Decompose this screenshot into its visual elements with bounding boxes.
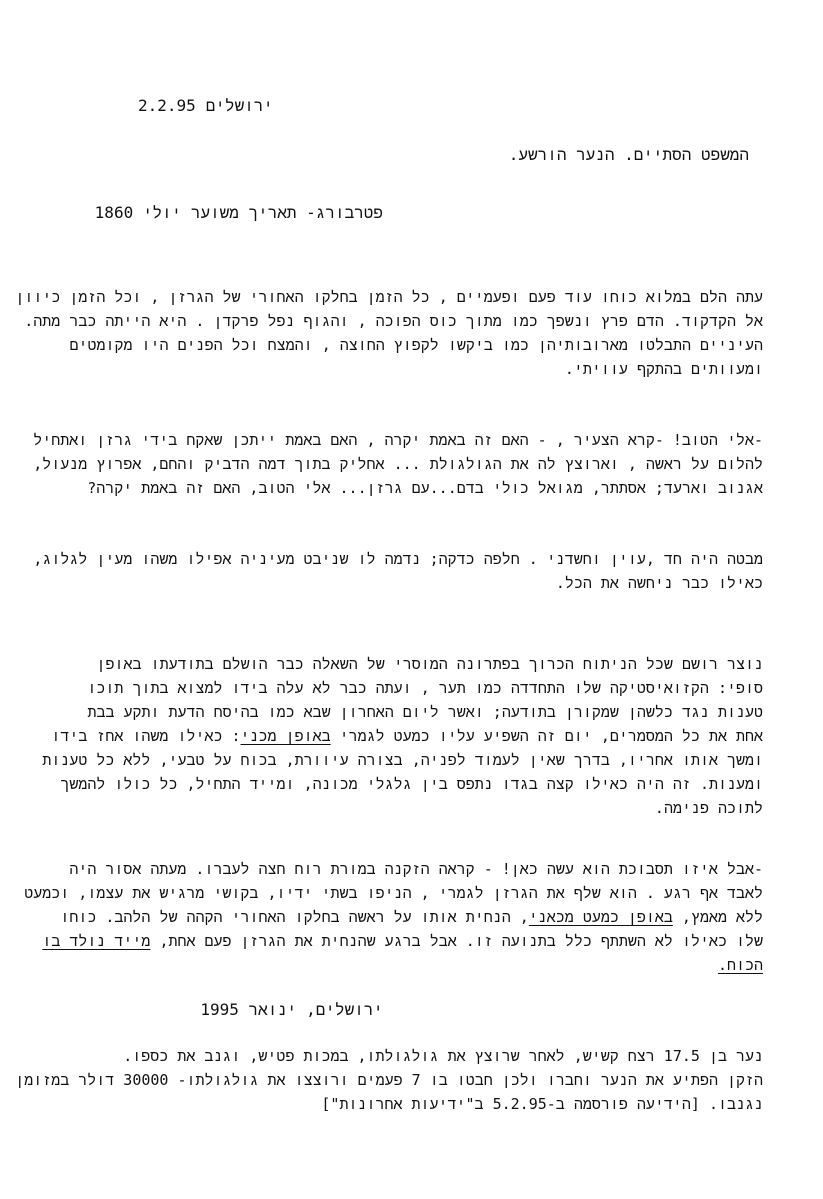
text-line: נער בן 17.5 רצח קשיש, לאחר שרוצץ את גולגולתו, במכות פטיש, וגנב את כספו. (123, 1047, 763, 1065)
underlined-phrase: באופן כמעט מכאני (528, 908, 673, 926)
text-line: נגנבו. [הידיעה פורסמה ב-5.2.95 ב"ידיעות אחרונות"] (321, 1095, 763, 1113)
text-line: נוצר רושם שכל הניתוח הכרוך בפתרונה המוסרי של השאלה כבר הושלם בתודעתו באופן (96, 655, 763, 673)
text-line (24, 905, 763, 929)
text-line: אגנוב וארעד; אסתתר, מגואל כולי בדם...עם גרזן... אלי הטוב, האם זה באמת יקרה? (87, 479, 763, 497)
paragraph-4 (42, 652, 763, 820)
text-line: עתה הלם במלוא כוחו עוד פעם ופעמיים , כל הזמן בחלקו האחורי של הגרזן , וכל הזמן כיוון (15, 288, 763, 306)
text-line: ומשך אותו אחריו, בדרך שאין לעמוד לפניה, בצורה עיוורת, בכוח על טבעי, ללא כל טענות (42, 751, 763, 769)
text-line: העיניים התבלטו מארובותיהן כמו ביקשו לקפוץ החוצה , והמצח וכל הפנים היו מקומטים (69, 336, 763, 354)
text-line (42, 724, 763, 748)
text-run: , הנחית אותו על ראשה בחלקו האחורי הקהה של הלהב. כוחו (60, 908, 529, 926)
text-line: מבטה היה חד ,עוין וחשדני . חלפה כדקה; נדמה לו שניבט מעיניה אפילו משהו מעין לגלוג, (33, 550, 763, 568)
text-line: לתוכה פנימה. (654, 799, 763, 817)
footer-place-date: ירושלים, ינואר 1995 (200, 1000, 383, 1019)
document-subtitle: פטרבורג- תאריך משוער יולי 1860 (94, 203, 383, 222)
header-date: 2.2.95 (138, 96, 196, 115)
text-line: אל הקדקוד. הדם פרץ ונשפך כמו מתוך כוס הפוכה , והגוף נפל פרקדן . היא הייתה כבר מתה. (24, 312, 763, 330)
paragraph-3 (33, 547, 763, 595)
text-run: שלו כאילו לא השתתף כלל בתנועה זו. אבל ברגע שהנחית את הגרזן פעם אחת, (159, 932, 763, 950)
footer-news-note (15, 1044, 763, 1116)
underlined-phrase: הכוח. (717, 956, 763, 974)
text-run: ללא מאמץ, (681, 908, 763, 926)
text-run: : כאילו משהו אחז בידו (51, 727, 241, 745)
text-line: -אלי הטוב! -קרא הצעיר , - האם זה באמת יקרה , האם באמת ייתכן שאקח בידי גרזן ואתחיל (33, 431, 763, 449)
text-line: סופי: הקזואיסטיקה שלו התחדדה כמו תער , ועתה כבר לא עלה בידו למצוא בתוך תוכו (87, 679, 763, 697)
text-line: כאילו כבר ניחשה את הכל. (555, 574, 763, 592)
paragraph-1 (15, 285, 763, 381)
text-line: ומעוותים בהתקף עוויתי. (564, 360, 763, 378)
text-line: להלום על ראשה , וארוצץ לה את הגולגולת ... אחליק בתוך דמה הדביק והחם, אפרוץ מנעול, (33, 455, 763, 473)
text-line: טענות נגד כלשהן שמקורן בתודעה; ואשר ליום האחרון שבא כמו בהיסח הדעת ותקע בבת (87, 703, 763, 721)
text-line: -אבל איזו תסבוכת הוא עשה כאן! - קראה הזקנה במורת רוח חצה לעברו. מעתה אסור היה (69, 860, 763, 878)
underlined-phrase: באופן מכני (240, 727, 331, 745)
underlined-phrase: מייד נולד בו (42, 932, 151, 950)
paragraph-2 (33, 428, 763, 500)
text-run: אחת את כל המסמרים, יום זה השפיע עליו כמעט לגמרי (339, 727, 763, 745)
text-line: הזקן הפתיע את הנער וחברו ולכן חבטו בו 7 פעמים ורוצצו את גולגולתו- 30000 דולר במזומן (15, 1071, 763, 1089)
header-place: ירושלים (205, 96, 273, 115)
text-line (24, 929, 763, 953)
text-line: לאבד אף רגע . הוא שלף את הגרזן לגמרי , הניפו בשתי ידיו, בקושי מרגיש את עצמו, וכמעט (24, 884, 763, 902)
paragraph-5 (24, 857, 763, 977)
text-line: ומענות. זה היה כאילו קצה בגדו נתפס בין גלגלי מכונה, ומייד התחיל, כל כולו להמשך (60, 775, 763, 793)
document-title: המשפט הסתיים. הנער הורשע. (508, 145, 749, 164)
text-line (24, 953, 763, 977)
